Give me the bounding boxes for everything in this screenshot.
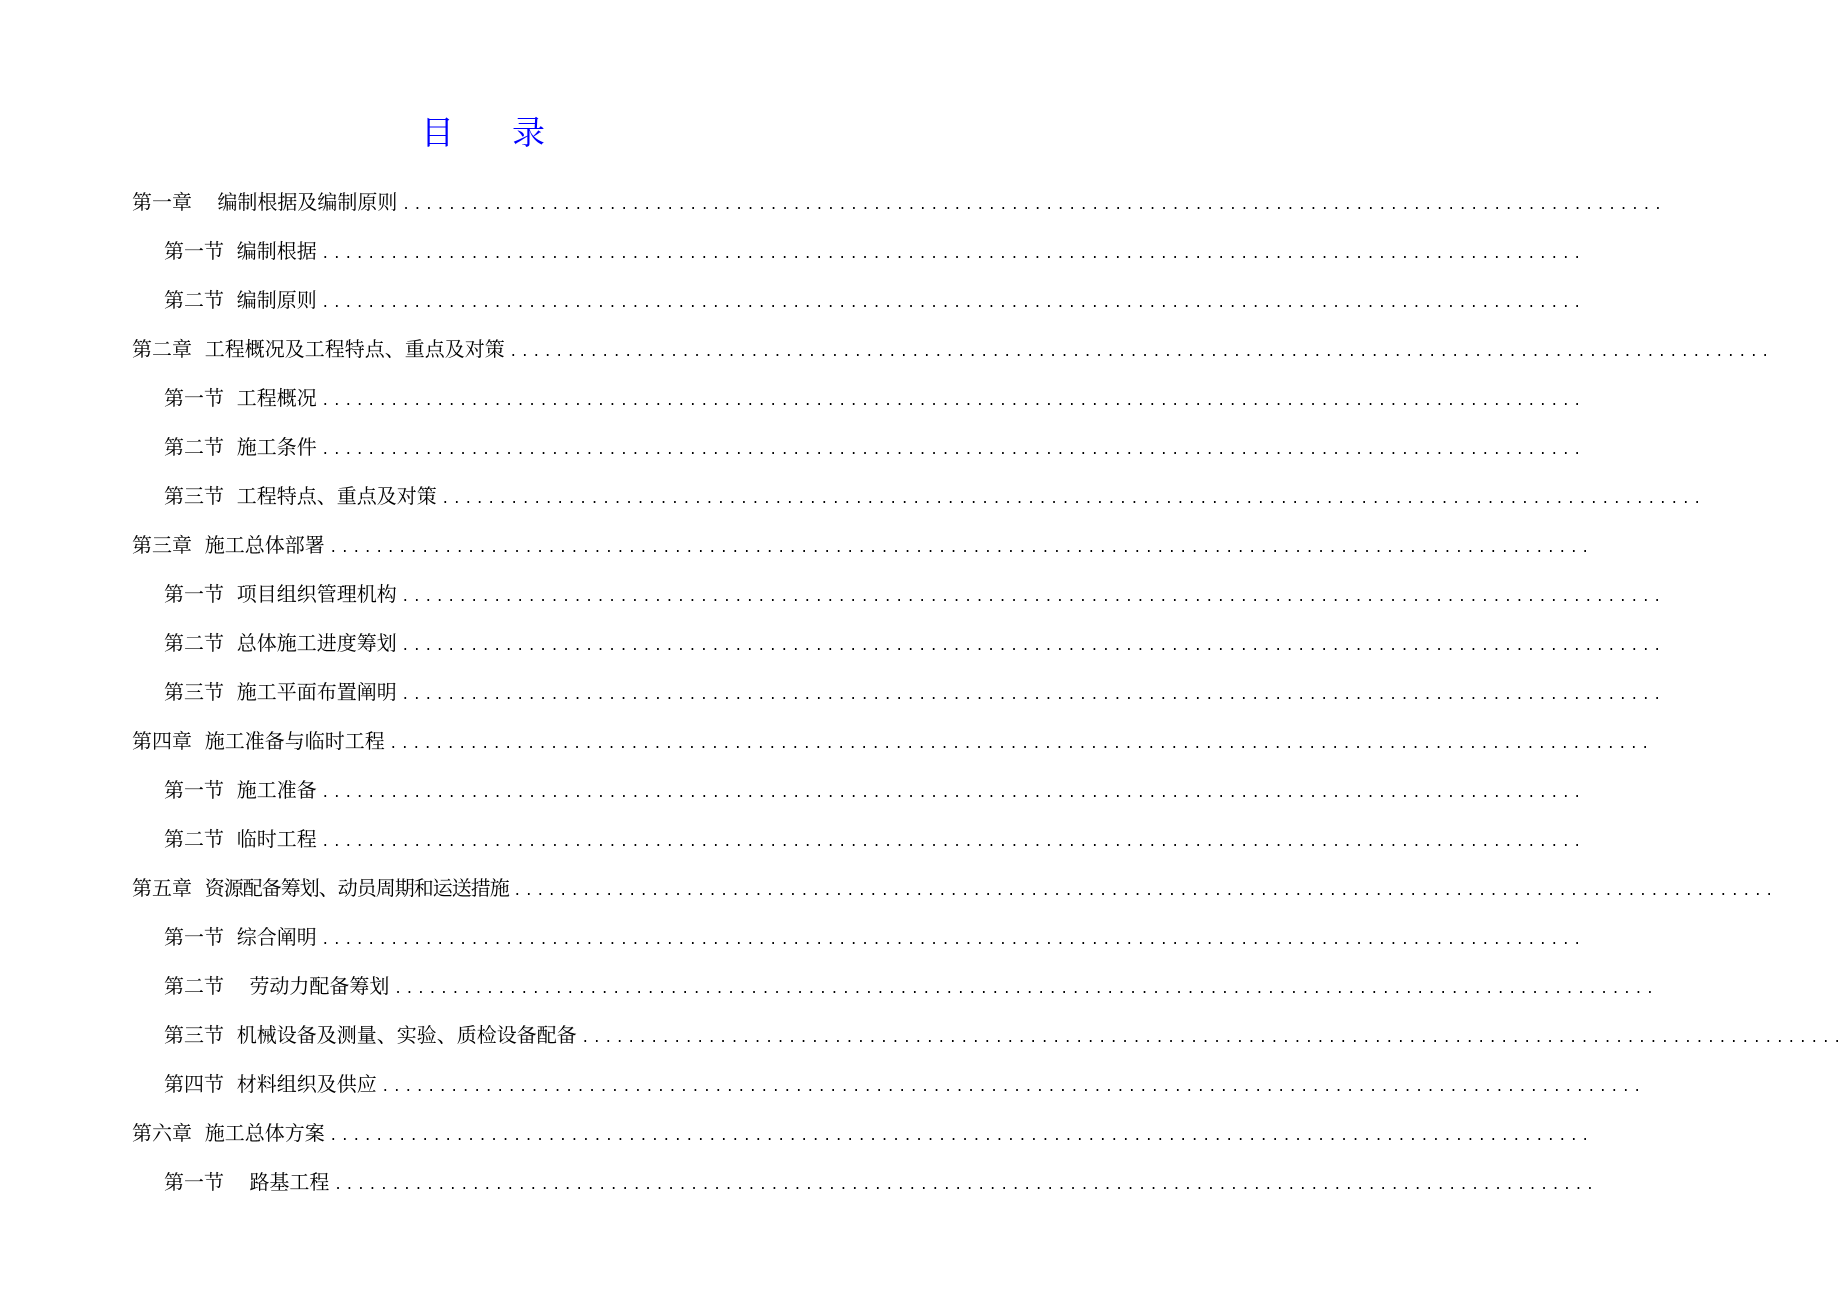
- dot-leader: ..............................................................................................................: [322, 929, 1587, 948]
- toc-entry-label: 第五章: [132, 876, 192, 900]
- toc-entry-label: 第一节: [164, 1170, 224, 1194]
- toc-entry-label: 第六章: [132, 1121, 192, 1145]
- dot-leader: ..............................................................................................................: [402, 586, 1667, 605]
- toc-entry-title: 工程特点、重点及对策: [236, 484, 437, 508]
- toc-entry-label: 第四节: [164, 1072, 224, 1096]
- toc-entry-label: 第二章: [132, 337, 192, 361]
- toc-section-3-3[interactable]: [164, 672, 1667, 712]
- toc-entry-sep: [224, 917, 237, 957]
- toc-entry-sep: [192, 1113, 205, 1153]
- toc-chapter-3[interactable]: [132, 525, 1595, 565]
- toc-entry-title: 工程概况: [236, 386, 317, 410]
- toc-entry-title: 总体施工进度筹划: [236, 631, 397, 655]
- toc-entry-sep: [224, 378, 237, 418]
- toc-entry-title: 施工总体方案: [204, 1121, 325, 1145]
- toc-entry-label: 第四章: [132, 729, 192, 753]
- toc-chapter-2[interactable]: [132, 329, 1775, 369]
- toc-entry-label: 第二节: [164, 827, 224, 851]
- dot-leader: ..............................................................................................................: [322, 439, 1587, 458]
- toc-entry-label: 第一节: [164, 239, 224, 263]
- dot-leader: ..............................................................................................................: [330, 537, 1595, 556]
- toc-entry-title: 机械设备及测量、实验、质检设备配备: [236, 1023, 577, 1047]
- toc-section-4-1[interactable]: [164, 770, 1587, 810]
- dot-leader: ..............................................................................................................: [322, 782, 1587, 801]
- toc-entry-title: 施工平面布置阐明: [236, 680, 397, 704]
- dot-leader: ..............................................................................................................: [514, 880, 1779, 899]
- toc-entry-sep: [224, 280, 237, 320]
- toc-entry-sep: [224, 1162, 249, 1202]
- dot-leader: ..............................................................................................................: [395, 978, 1659, 997]
- toc-section-3-2[interactable]: [164, 623, 1667, 663]
- toc-entry-label: 第一节: [164, 386, 224, 410]
- toc-entry-sep: [224, 231, 237, 271]
- toc-title-char-1: 目: [421, 113, 454, 152]
- toc-entry-sep: [224, 574, 237, 614]
- dot-leader: ..............................................................................................................: [403, 194, 1667, 213]
- toc-entry-title: 施工准备: [236, 778, 317, 802]
- toc-entry-label: 第一节: [164, 582, 224, 606]
- toc-entry-sep: [224, 770, 237, 810]
- toc-entry-title: 工程概况及工程特点、重点及对策: [204, 337, 505, 361]
- toc-section-3-1[interactable]: [164, 574, 1667, 614]
- toc-entry-sep: [224, 672, 237, 712]
- dot-leader: ..............................................................................................................: [330, 1125, 1595, 1144]
- dot-leader: ..............................................................................................................: [322, 243, 1587, 262]
- dot-leader: ..............................................................................................................: [322, 831, 1587, 850]
- toc-entry-label: 第二节: [164, 288, 224, 312]
- toc-entry-sep: [224, 1015, 237, 1055]
- toc-entry-title: 路基工程: [249, 1170, 330, 1194]
- toc-entry-label: 第三节: [164, 680, 224, 704]
- toc-chapter-5[interactable]: [132, 868, 1779, 908]
- toc-entry-title: 材料组织及供应: [236, 1072, 377, 1096]
- toc-section-1-1[interactable]: [164, 231, 1587, 271]
- toc-entry-title: 临时工程: [236, 827, 317, 851]
- toc-entry-title: 项目组织管理机构: [236, 582, 397, 606]
- toc-entry-title: 施工总体部署: [204, 533, 325, 557]
- toc-entry-title: 施工准备与临时工程: [204, 729, 385, 753]
- toc-entry-title: 综合阐明: [236, 925, 317, 949]
- toc-entry-sep: [192, 525, 205, 565]
- toc-section-1-2[interactable]: [164, 280, 1587, 320]
- toc-section-5-4[interactable]: [164, 1064, 1647, 1104]
- toc-entry-label: 第三节: [164, 484, 224, 508]
- toc-entry-label: 第三章: [132, 533, 192, 557]
- toc-entry-label: 第一节: [164, 778, 224, 802]
- toc-section-2-1[interactable]: [164, 378, 1587, 418]
- toc-entry-sep: [224, 476, 237, 516]
- dot-leader: ..............................................................................................................: [402, 684, 1667, 703]
- toc-section-5-1[interactable]: [164, 917, 1587, 957]
- toc-title: [0, 108, 966, 158]
- toc-entry-label: 第二节: [164, 631, 224, 655]
- toc-entry-title: 编制原则: [236, 288, 317, 312]
- toc-section-2-2[interactable]: [164, 427, 1587, 467]
- dot-leader: ..............................................................................................................: [402, 635, 1667, 654]
- toc-title-char-2: 录: [512, 113, 545, 152]
- toc-entry-title: 编制根据: [236, 239, 317, 263]
- toc-entry-sep: [224, 966, 249, 1006]
- toc-entry-label: 第一章: [132, 190, 192, 214]
- toc-entry-label: 第二节: [164, 435, 224, 459]
- toc-entry-sep: [192, 721, 205, 761]
- toc-chapter-1[interactable]: [132, 182, 1667, 222]
- toc-section-5-2[interactable]: [164, 966, 1659, 1006]
- toc-entry-label: 第三节: [164, 1023, 224, 1047]
- dot-leader: ..............................................................................................................: [382, 1076, 1647, 1095]
- toc-entry-sep: [192, 182, 217, 222]
- toc-section-4-2[interactable]: [164, 819, 1587, 859]
- toc-section-5-3[interactable]: [164, 1015, 1846, 1055]
- toc-entry-label: 第一节: [164, 925, 224, 949]
- toc-chapter-6[interactable]: [132, 1113, 1595, 1153]
- dot-leader: ..............................................................................................................: [442, 488, 1707, 507]
- toc-entry-sep: [192, 329, 205, 369]
- toc-entry-sep: [224, 623, 237, 663]
- dot-leader: ..............................................................................................................: [335, 1174, 1599, 1193]
- toc-section-2-3[interactable]: [164, 476, 1707, 516]
- dot-leader: ..............................................................................................................: [582, 1027, 1846, 1046]
- dot-leader: ..............................................................................................................: [390, 733, 1655, 752]
- toc-entry-sep: [224, 427, 237, 467]
- toc-entry-title: 劳动力配备筹划: [249, 974, 390, 998]
- toc-entry-title: 资源配备筹划、动员周期和运送措施: [204, 876, 509, 900]
- toc-section-6-1[interactable]: [164, 1162, 1599, 1202]
- toc-entry-sep: [224, 1064, 237, 1104]
- toc-entry-title: 编制根据及编制原则: [217, 190, 398, 214]
- dot-leader: ..............................................................................................................: [510, 341, 1775, 360]
- toc-entry-sep: [224, 819, 237, 859]
- toc-chapter-4[interactable]: [132, 721, 1655, 761]
- dot-leader: ..............................................................................................................: [322, 390, 1587, 409]
- toc-entry-sep: [192, 868, 205, 908]
- toc-entry-label: 第二节: [164, 974, 224, 998]
- dot-leader: ..............................................................................................................: [322, 292, 1587, 311]
- toc-entry-title: 施工条件: [236, 435, 317, 459]
